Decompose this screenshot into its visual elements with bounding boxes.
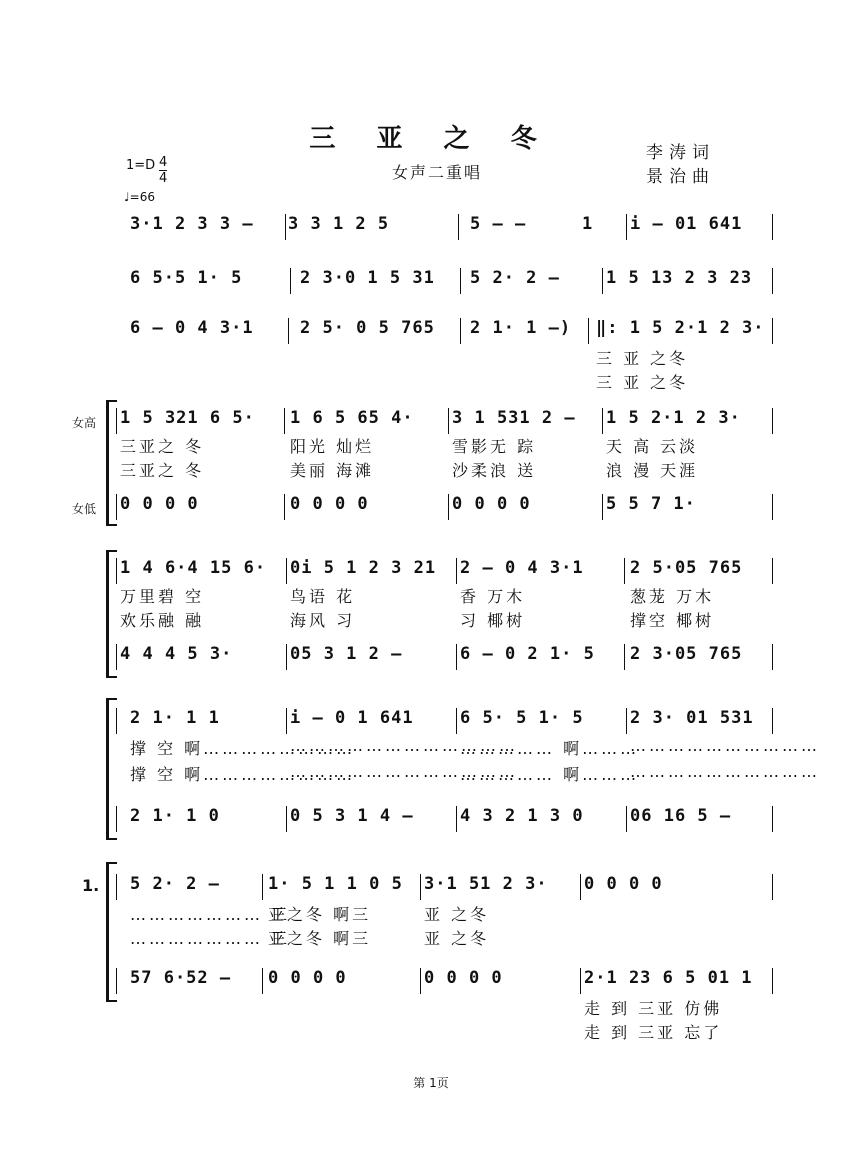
lyric-row [0, 346, 862, 372]
lyric-measure: 三 亚 之冬 [596, 349, 689, 368]
barline [772, 558, 773, 584]
barline [286, 806, 287, 832]
lyric-measure: 三 亚 之冬 [596, 373, 689, 392]
barline [772, 806, 773, 832]
barline [285, 214, 286, 240]
barline [284, 408, 285, 434]
lyric-measure: ………………… 三 [130, 905, 291, 924]
measure: 3 3 1 2 5 [288, 214, 390, 234]
barline [456, 708, 457, 734]
measure: 0 0 0 0 [452, 494, 531, 514]
measure: 1 5 2·1 2 3· [606, 408, 741, 428]
measure: 2·1 23 6 5 01 1 [584, 968, 753, 988]
barline [116, 708, 117, 734]
barline [772, 494, 773, 520]
measure: 2 5·05 765 [630, 558, 743, 578]
lyric-row [0, 736, 862, 762]
barline [116, 806, 117, 832]
lyric-row [0, 434, 862, 460]
barline [448, 408, 449, 434]
barline [772, 708, 773, 734]
lyric-measure: ……………………………… [290, 762, 518, 781]
lyric-measure: 撑空 椰树 [630, 611, 715, 630]
measure: 4 3 2 1 3 0 [460, 806, 584, 826]
lyric-measure: 三亚之 冬 [120, 437, 205, 456]
lyric-row [0, 926, 862, 952]
notation-row [0, 268, 862, 294]
measure: 0 0 0 0 [268, 968, 347, 988]
lyric-measure: 美丽 海滩 [290, 461, 375, 480]
notation-row [0, 874, 862, 900]
lyricist-credit: 李涛词 [646, 143, 715, 163]
lyric-measure: 走 到 三亚 忘了 [584, 1023, 723, 1042]
lyric-measure: 沙柔浪 送 [452, 461, 537, 480]
measure: 1 [582, 214, 594, 234]
lyric-measure: …………… 啊……… [460, 765, 640, 784]
notation-row [0, 318, 862, 344]
part-label-low: 女低 [72, 502, 97, 516]
barline [772, 644, 773, 670]
lyric-measure: 亚之冬 啊三 [268, 929, 372, 948]
measure: 0 0 0 0 [290, 494, 369, 514]
measure: 6 – 0 4 3·1 [130, 318, 254, 338]
measure: 4 4 4 5 3· [120, 644, 233, 664]
measure: 3 1 531 2 – [452, 408, 576, 428]
barline [448, 494, 449, 520]
measure: 2 1· 1 0 [130, 806, 220, 826]
barline [460, 318, 461, 344]
measure: 6 5·5 1· 5 [130, 268, 243, 288]
measure: 5 2· 2 – [130, 874, 220, 894]
lyric-measure: ………………………… [630, 762, 820, 781]
lyric-measure: 亚 之冬 [424, 929, 490, 948]
barline [624, 644, 625, 670]
lyric-measure: 三亚之 冬 [120, 461, 205, 480]
page-number: 第 1页 [413, 1076, 449, 1090]
lyric-measure: ……………………………… [290, 736, 518, 755]
lyric-measure: 习 椰树 [460, 611, 526, 630]
measure: 57 6·52 – [130, 968, 232, 988]
measure: 05 3 1 2 – [290, 644, 403, 664]
barline [116, 494, 117, 520]
lyric-measure: 天 高 云淡 [606, 437, 699, 456]
lyric-measure: 阳光 灿烂 [290, 437, 375, 456]
volta-marking: 1. [82, 876, 100, 895]
measure: 2 1· 1 1 [130, 708, 220, 728]
measure: 5 2· 2 – [470, 268, 560, 288]
notation-row [0, 558, 862, 584]
barline [286, 558, 287, 584]
measure: 2 3·0 1 5 31 [300, 268, 435, 288]
barline [262, 874, 263, 900]
lyric-row [0, 762, 862, 788]
measure: 2 1· 1 –) [470, 318, 572, 338]
barline [772, 214, 773, 240]
measure: 5 5 7 1· [606, 494, 696, 514]
barline [626, 806, 627, 832]
barline [116, 874, 117, 900]
measure: 1 5 321 6 5· [120, 408, 255, 428]
lyric-measure: 葱茏 万木 [630, 587, 715, 606]
measure: 0 0 0 0 [120, 494, 199, 514]
lyric-measure: 海风 习 [290, 611, 356, 630]
performance-subtitle: 女声二重唱 [392, 163, 483, 182]
barline [626, 708, 627, 734]
barline [286, 708, 287, 734]
lyric-row [0, 608, 862, 634]
lyric-measure: 走 到 三亚 仿佛 [584, 999, 723, 1018]
measure: 0i 5 1 2 3 21 [290, 558, 437, 578]
barline [772, 874, 773, 900]
barline [116, 968, 117, 994]
barline [772, 408, 773, 434]
measure: 06 16 5 – [630, 806, 732, 826]
song-title: 三 亚 之 冬 [309, 124, 553, 154]
measure: 0 5 3 1 4 – [290, 806, 414, 826]
measure: 3·1 2 3 3 – [130, 214, 254, 234]
lyric-measure: …………… 啊……… [460, 739, 640, 758]
time-signature-bottom: 4 [159, 171, 168, 186]
notation-row [0, 806, 862, 832]
barline [626, 214, 627, 240]
lyric-measure: ………………… 三 [130, 929, 291, 948]
time-signature-top: 4 [159, 155, 168, 170]
lyric-measure: 亚 之冬 [424, 905, 490, 924]
barline [116, 558, 117, 584]
lyric-measure: 雪影无 踪 [452, 437, 537, 456]
measure: i – 0 1 641 [290, 708, 414, 728]
barline [116, 408, 117, 434]
barline [456, 558, 457, 584]
tempo-marking: ♩=66 [124, 190, 155, 204]
barline [460, 268, 461, 294]
lyric-row [0, 1020, 862, 1046]
measure: 1 4 6·4 15 6· [120, 558, 267, 578]
barline [588, 318, 589, 344]
barline [624, 558, 625, 584]
notation-row [0, 968, 862, 994]
notation-row [0, 644, 862, 670]
lyric-measure: 浪 漫 天涯 [606, 461, 699, 480]
measure: 5 – – [470, 214, 527, 234]
measure: 0 0 0 0 [424, 968, 503, 988]
time-signature [159, 155, 167, 186]
barline [772, 268, 773, 294]
lyric-measure: ………………………… [630, 736, 820, 755]
measure: ‖: 1 5 2·1 2 3· [596, 318, 765, 338]
measure: 1 6 5 65 4· [290, 408, 414, 428]
notation-row [0, 494, 862, 520]
composer-credit: 景治曲 [646, 167, 715, 187]
lyric-measure: 亚之冬 啊三 [268, 905, 372, 924]
measure: 2 3·05 765 [630, 644, 743, 664]
barline [458, 214, 459, 240]
lyric-measure: 鸟语 花 [290, 587, 356, 606]
measure: i – 01 641 [630, 214, 743, 234]
barline [580, 874, 581, 900]
barline [284, 494, 285, 520]
barline [456, 806, 457, 832]
lyric-measure: 香 万木 [460, 587, 526, 606]
barline [420, 874, 421, 900]
barline [420, 968, 421, 994]
key-signature: 1=D [126, 158, 156, 173]
barline [772, 318, 773, 344]
lyric-measure: 欢乐融 融 [120, 611, 205, 630]
measure: 1· 5 1 1 0 5 [268, 874, 403, 894]
barline [602, 408, 603, 434]
lyric-row [0, 584, 862, 610]
measure: 0 0 0 0 [584, 874, 663, 894]
part-label-high: 女高 [72, 416, 97, 430]
barline [288, 318, 289, 344]
lyric-row [0, 996, 862, 1022]
lyric-measure: 撑 空 啊…………………… [130, 765, 356, 784]
barline [772, 968, 773, 994]
barline [290, 268, 291, 294]
lyric-measure: 撑 空 啊…………………… [130, 739, 356, 758]
notation-row [0, 708, 862, 734]
lyric-row [0, 902, 862, 928]
barline [580, 968, 581, 994]
measure: 2 5· 0 5 765 [300, 318, 435, 338]
measure: 2 3· 01 531 [630, 708, 754, 728]
lyric-measure: 万里碧 空 [120, 587, 205, 606]
barline [602, 268, 603, 294]
barline [456, 644, 457, 670]
barline [116, 644, 117, 670]
measure: 1 5 13 2 3 23 [606, 268, 753, 288]
measure: 6 – 0 2 1· 5 [460, 644, 595, 664]
measure: 3·1 51 2 3· [424, 874, 548, 894]
barline [262, 968, 263, 994]
notation-row [0, 214, 862, 240]
lyric-row [0, 458, 862, 484]
notation-row [0, 408, 862, 434]
barline [602, 494, 603, 520]
barline [286, 644, 287, 670]
measure: 6 5· 5 1· 5 [460, 708, 584, 728]
measure: 2 – 0 4 3·1 [460, 558, 584, 578]
lyric-row [0, 370, 862, 396]
